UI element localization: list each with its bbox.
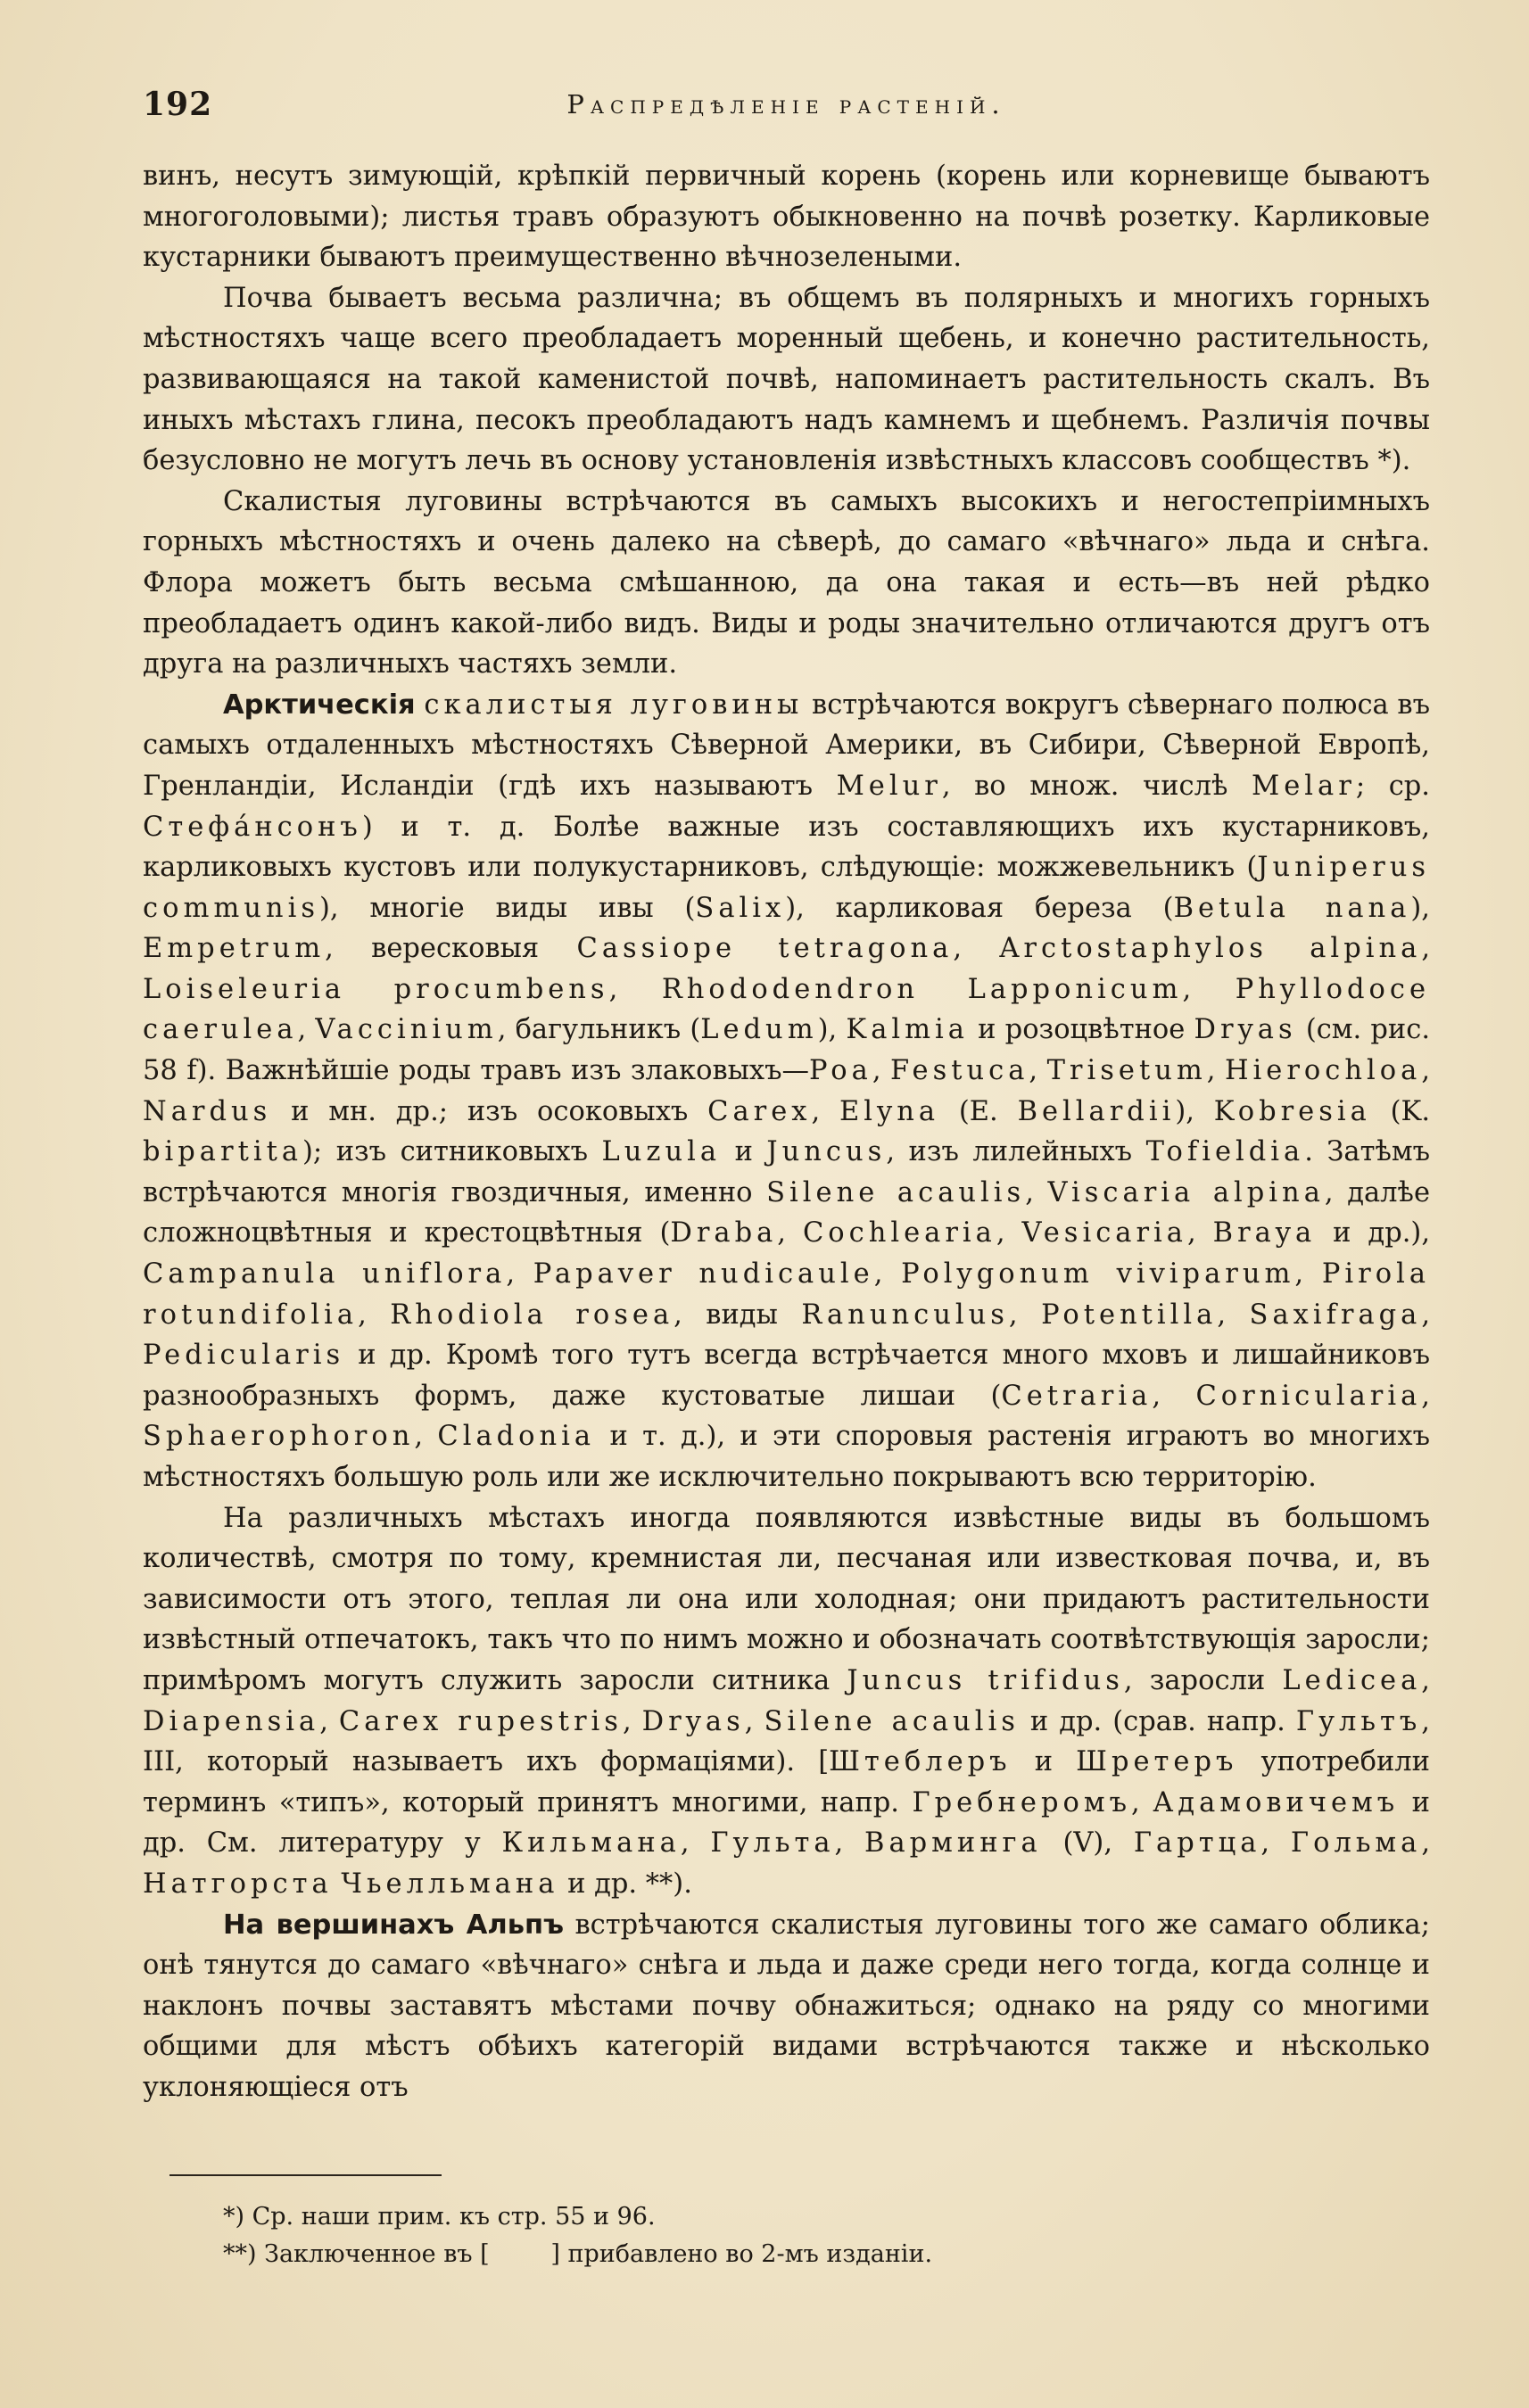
text-run: и др. См. литературу у xyxy=(143,1786,1431,1860)
text-run: ), xyxy=(1175,1095,1214,1127)
text-run: На различныхъ мѣстахъ иногда появляются извѣстные виды въ большомъ количествѣ, смотря по тому, кремнистая ли, песчаная или известковая почва, и, въ зависимости отъ этого, теплая ли она или холодная; они придаютъ растительности извѣстный отпечатокъ, такъ что по нимъ можно и обозначать соотвѣтствующія заросли; примѣромъ могутъ служить заросли ситника xyxy=(143,1502,1430,1696)
spaced-term: Juncus trifidus xyxy=(847,1664,1124,1696)
spaced-term: Melur xyxy=(836,770,942,802)
text-run: , xyxy=(358,1299,391,1331)
text-run: , xyxy=(953,933,1000,965)
running-head: Распредѣленіе растенiй. xyxy=(566,89,1006,120)
text-run: и xyxy=(721,1136,767,1168)
spaced-term: Vesicaria xyxy=(1021,1217,1187,1249)
spaced-term: Juniperus communis xyxy=(143,852,1430,924)
spaced-term: Rhododendron Lapponicum xyxy=(661,973,1183,1005)
text-run: , виды xyxy=(674,1299,802,1331)
text-run: (см. рис. 58 f). Важнѣйшіе роды травъ изъ злаковыхъ— xyxy=(143,1014,1431,1087)
spaced-term: Phyllodoce caerulea xyxy=(143,973,1431,1046)
spaced-term: Carex rupestris xyxy=(338,1705,623,1737)
spaced-term: Loiseleuria procumbens xyxy=(143,973,609,1005)
spaced-term: Гребнеромъ xyxy=(912,1786,1131,1818)
spaced-term: Kalmia xyxy=(846,1014,969,1046)
text-run: ) и т. д. Болѣе важные изъ составляющихъ ихъ кустарниковъ, карликовыхъ кустовъ или полукустарниковъ, слѣдующіе: можжевельникъ ( xyxy=(143,811,1430,884)
spaced-term: скалистыя луговины xyxy=(424,689,804,721)
spaced-term: Штеблеръ xyxy=(829,1746,1012,1778)
spaced-term: Elyna xyxy=(839,1095,940,1127)
spaced-term: Potentilla xyxy=(1041,1299,1218,1331)
spaced-term: Cassiope tetragona xyxy=(576,933,954,965)
spaced-term: Cornicularia xyxy=(1195,1380,1422,1412)
text-run xyxy=(416,689,425,721)
spaced-term: Silene acaulis xyxy=(764,1705,1020,1737)
text-run: , xyxy=(1182,973,1236,1005)
text-run: и др. Кромѣ того тутъ всегда встрѣчается много мховъ и лишайниковъ разнообразныхъ формъ, даже кустоватые лишаи ( xyxy=(143,1340,1430,1412)
spaced-term: Luzula xyxy=(601,1136,722,1168)
text-run: , xyxy=(1008,1299,1042,1331)
text-run: , вересковыя xyxy=(325,933,577,965)
footnotes xyxy=(223,2198,1383,2273)
spaced-term: Papaver nudicaule xyxy=(533,1258,874,1291)
text-run: , xyxy=(811,1095,839,1127)
spaced-term: Dryas xyxy=(641,1705,745,1737)
spaced-term: Гольма xyxy=(1290,1827,1422,1860)
spaced-term: Festuca xyxy=(890,1055,1029,1087)
spaced-term: Hierochloa xyxy=(1224,1055,1422,1087)
spaced-term: Cladonia xyxy=(437,1421,596,1453)
spaced-term: Чьелльмана xyxy=(341,1868,559,1900)
spaced-term: Empetrum xyxy=(143,933,326,965)
text-run: , xyxy=(1025,1176,1048,1208)
text-run: , xyxy=(873,1258,902,1291)
text-run: встрѣчаются вокругъ сѣвернаго полюса въ самыхъ отдаленныхъ мѣстностяхъ Сѣверной Америки, въ Сибири, Сѣверной Европѣ, Гренландіи, Исландіи (гдѣ ихъ называютъ xyxy=(143,689,1431,802)
spaced-term: bipartita xyxy=(143,1136,303,1168)
text-run: и т. д.), и эти споровыя растенія играютъ во многихъ мѣстностяхъ большую роль или же исключительно покрываютъ всю территорію. xyxy=(143,1421,1430,1493)
text-run: , xyxy=(1206,1055,1225,1087)
text-run: ), xyxy=(1410,892,1430,924)
spaced-term: Гультъ xyxy=(1295,1705,1422,1737)
text-run: и мн. др.; изъ осоковыхъ xyxy=(271,1095,708,1127)
text-run: , xyxy=(680,1827,711,1860)
text-run: (E. xyxy=(939,1095,1018,1127)
text-run: , xyxy=(1186,1217,1213,1249)
spaced-term: Poa xyxy=(809,1055,872,1087)
spaced-term: Kobresia xyxy=(1213,1095,1371,1127)
spaced-term: Стефáнсонъ xyxy=(143,811,362,843)
text-run: , xyxy=(872,1055,891,1087)
paragraph xyxy=(143,156,1430,278)
text-run: ), xyxy=(817,1014,847,1046)
spaced-term: Кильмана xyxy=(501,1827,681,1860)
paragraph xyxy=(143,482,1430,685)
text-run: , III, который называетъ ихъ формаціями). [ xyxy=(143,1705,1430,1778)
spaced-term: Juncus xyxy=(766,1136,887,1168)
text-run: , xyxy=(1217,1299,1250,1331)
text-run: винъ, несутъ зимующій, крѣпкій первичный корень (корень или корневище бываютъ многоголовыми); листья травъ образуютъ обыкновенно на почвѣ розетку. Карликовые кустарники бываютъ преимущественно вѣчнозелеными. xyxy=(143,161,1430,274)
spaced-term: Варминга xyxy=(864,1827,1042,1860)
spaced-term: Silene acaulis xyxy=(766,1176,1026,1208)
text-run: , xyxy=(834,1827,865,1860)
text-run xyxy=(333,1868,342,1900)
text-run: и xyxy=(1011,1746,1077,1778)
spaced-term: Melar xyxy=(1252,770,1356,802)
spaced-term: Ledicea xyxy=(1282,1664,1422,1696)
spaced-term: Betula nana xyxy=(1173,892,1411,924)
text-run: , xyxy=(506,1258,533,1291)
text-run: , xyxy=(996,1217,1022,1249)
text-run: , xyxy=(1421,1299,1431,1331)
spaced-term: Шретеръ xyxy=(1076,1746,1238,1778)
spaced-term: Ranunculus xyxy=(801,1299,1009,1331)
spaced-term: Polygonum viviparum xyxy=(901,1258,1295,1291)
section-rubric: Арктическія xyxy=(223,689,416,721)
text-run: и розоцвѣтное xyxy=(969,1014,1194,1046)
text-run: , xyxy=(744,1705,764,1737)
text-run: , во множ. числѣ xyxy=(941,770,1252,802)
text-run: , xyxy=(1421,1380,1430,1412)
body-text xyxy=(143,156,1430,2108)
text-run: встрѣчаются скалистыя луговины того же самаго облика; онѣ тянутся до самаго «вѣчнаго» снѣга и льда и даже среди него тогда, когда солнце и наклонъ почвы заставятъ мѣстами почву обнажиться; однако на ряду со многими общими для мѣстъ обѣихъ категорій видами встрѣчаются также и нѣсколько уклоняющіеся отъ xyxy=(143,1909,1430,2103)
footnote-divider xyxy=(169,2174,442,2176)
spaced-term: Cetraria xyxy=(1001,1380,1153,1412)
text-run: Скалистыя луговины встрѣчаются въ самыхъ высокихъ и негостепріимныхъ горныхъ мѣстностяхъ и очень далеко на сѣверѣ, до самаго «вѣчнаго» льда и снѣга. Флора можетъ быть весьма смѣшанною, да она такая и есть—въ ней рѣдко преобладаетъ одинъ какой-либо видъ. Виды и роды значительно отличаются другъ отъ друга на различныхъ частяхъ земли. xyxy=(143,485,1430,680)
footnote-1: *) Ср. наши прим. къ стр. 55 и 96. xyxy=(223,2203,656,2231)
spaced-term: Dryas xyxy=(1194,1014,1297,1046)
spaced-term: Nardus xyxy=(143,1095,272,1127)
footnote-2: **) Заключенное въ [ ] прибавлено во 2-мъ изданіи. xyxy=(223,2240,933,2268)
text-run: ), многіе виды ивы ( xyxy=(318,892,696,924)
spaced-term: Arctostaphylos alpina xyxy=(999,933,1422,965)
text-run: и др. **). xyxy=(558,1868,692,1900)
spaced-term: Braya xyxy=(1212,1217,1317,1249)
text-run: , xyxy=(1260,1827,1291,1860)
spaced-term: Гартца xyxy=(1133,1827,1261,1860)
text-run: (K. xyxy=(1370,1095,1431,1127)
text-run: Почва бываетъ весьма различна; въ общемъ въ полярныхъ и многихъ горныхъ мѣстностяхъ чаще всего преобладаетъ моренный щебень, и конечно растительность, развивающаяся на такой каменистой почвѣ, напоминаетъ растительность скалъ. Въ иныхъ мѣстахъ глина, песокъ преобладаютъ надъ камнемъ и щебнемъ. Различія почвы безусловно не могутъ лечь въ основу установленія извѣстныхъ классовъ сообществъ *). xyxy=(143,282,1430,477)
spaced-term: Pirola rotundifolia xyxy=(143,1258,1431,1331)
spaced-term: Гульта xyxy=(710,1827,835,1860)
spaced-term: Viscaria alpina xyxy=(1047,1176,1325,1208)
text-run: , xyxy=(1131,1786,1153,1818)
section-rubric: На вершинахъ Альпъ xyxy=(223,1909,564,1941)
text-run: и др.), xyxy=(1316,1217,1431,1249)
spaced-term: Bellardii xyxy=(1017,1095,1176,1127)
text-run: , xyxy=(1421,1055,1431,1087)
page-header xyxy=(143,86,1430,139)
text-run: , заросли xyxy=(1123,1664,1283,1696)
spaced-term: Sphaerophoron xyxy=(143,1421,415,1453)
text-run: ; ср. xyxy=(1355,770,1430,802)
text-run: , xyxy=(1421,1827,1431,1860)
text-run: , багульникъ ( xyxy=(497,1014,701,1046)
text-run: , далѣе сложноцвѣтныя и крестоцвѣтныя ( xyxy=(143,1176,1430,1249)
text-run: , xyxy=(414,1421,438,1453)
paragraph xyxy=(143,278,1430,482)
text-run: , xyxy=(1294,1258,1322,1291)
spaced-term: Diapensia xyxy=(143,1705,320,1737)
spaced-term: Saxifraga xyxy=(1249,1299,1422,1331)
text-run: , xyxy=(1421,1664,1430,1696)
spaced-term: Vaccinium xyxy=(315,1014,498,1046)
text-run: , xyxy=(1029,1055,1047,1087)
spaced-term: Trisetum xyxy=(1046,1055,1207,1087)
spaced-term: Натгорста xyxy=(143,1868,333,1900)
text-run: (V), xyxy=(1041,1827,1134,1860)
paragraph xyxy=(143,1498,1430,1905)
spaced-term: Campanula uniflora xyxy=(143,1258,507,1291)
spaced-term: Cochlearia xyxy=(802,1217,996,1249)
text-run: употребили терминъ «типъ», который принятъ многими, напр. xyxy=(143,1746,1430,1818)
text-run: , xyxy=(608,973,662,1005)
text-run: , изъ лилейныхъ xyxy=(886,1136,1146,1168)
text-run: , xyxy=(1421,933,1431,965)
text-run: . Затѣмъ встрѣчаются многія гвоздичныя, именно xyxy=(143,1136,1430,1208)
text-run: , xyxy=(297,1014,316,1046)
spaced-term: Draba xyxy=(670,1217,778,1249)
text-run: ); изъ ситниковыхъ xyxy=(302,1136,602,1168)
spaced-term: Tofieldia xyxy=(1145,1136,1305,1168)
spaced-term: Pedicularis xyxy=(143,1340,345,1372)
spaced-term: Carex xyxy=(707,1095,812,1127)
text-run: , xyxy=(319,1705,339,1737)
spaced-term: Адамовичемъ xyxy=(1153,1786,1400,1818)
text-run: , xyxy=(622,1705,642,1737)
paragraph xyxy=(143,1905,1430,2108)
spaced-term: Rhodiola rosea xyxy=(390,1299,674,1331)
text-run: , xyxy=(777,1217,803,1249)
page-number: 192 xyxy=(143,86,213,123)
text-run: ), карликовая береза ( xyxy=(785,892,1174,924)
spaced-term: Ledum xyxy=(700,1014,818,1046)
text-run: и др. (срав. напр. xyxy=(1019,1705,1296,1737)
paragraph xyxy=(143,685,1430,1498)
text-run: , xyxy=(1152,1380,1196,1412)
spaced-term: Salix xyxy=(695,892,786,924)
